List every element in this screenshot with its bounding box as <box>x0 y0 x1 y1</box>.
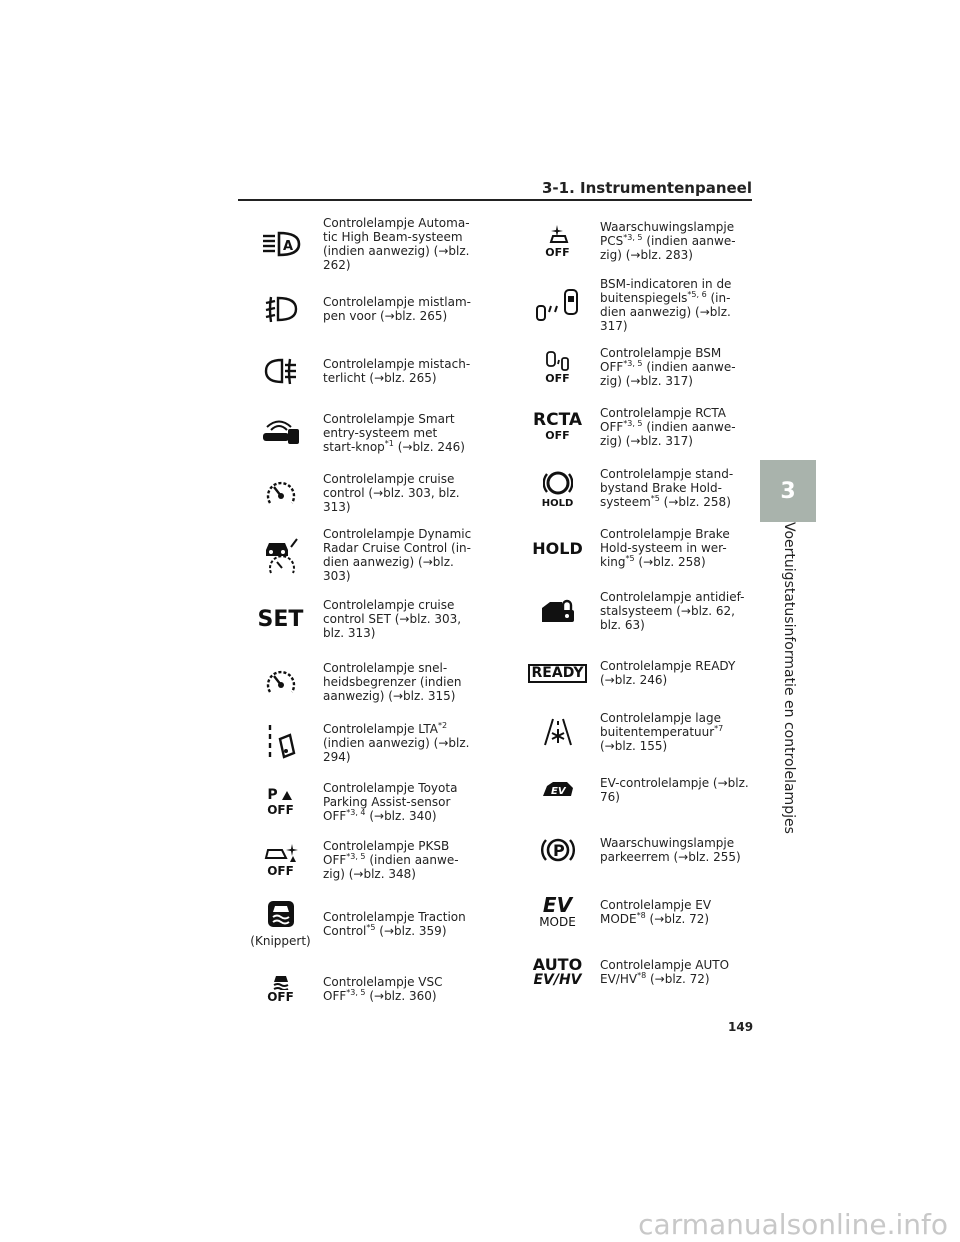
pcs-off-icon: OFF <box>515 224 600 259</box>
brake-hold-standby-icon: HOLD <box>515 468 600 509</box>
cruise-set-icon: SET <box>257 606 304 632</box>
left-column <box>238 210 473 1018</box>
item-description: Waarschuwingslampje PCS$^{*3, 5}$ (indien aanwe-zig) (→blz. 283) <box>600 220 736 262</box>
list-item <box>515 882 750 942</box>
item-description: Controlelampje antidief-stalsysteem (→blz. 62, blz. 63) <box>600 590 745 632</box>
list-item <box>238 522 473 588</box>
list-item <box>238 888 473 960</box>
list-item <box>515 272 750 338</box>
list-item <box>238 650 473 714</box>
list-item <box>238 340 473 402</box>
item-description: BSM-indicatoren in de buitenspiegels$^{*5, 6}$ (in-dien aanwezig) (→blz. 317) <box>600 277 732 333</box>
bsm-off-icon: OFF <box>515 350 600 385</box>
list-item <box>238 210 473 278</box>
svg-text:A: A <box>282 239 293 254</box>
dynamic-radar-cruise-icon <box>238 535 323 575</box>
item-description: Controlelampje stand-bystand Brake Hold-systeem$^{*5}$ (→blz. 258) <box>600 467 734 509</box>
list-item <box>238 464 473 522</box>
item-description: Controlelampje VSC OFF$^{*3, 5}$ (→blz. 360) <box>323 975 443 1003</box>
list-item <box>515 518 750 578</box>
list-item <box>515 210 750 272</box>
list-item <box>238 588 473 650</box>
low-temp-icon <box>515 717 600 747</box>
auto-ev-hv-icon: AUTO EV/HV <box>532 955 583 988</box>
list-item <box>515 818 750 882</box>
list-item <box>238 772 473 832</box>
header-divider <box>238 199 752 201</box>
item-description: Controlelampje cruise control SET (→blz. 303, blz. 313) <box>323 598 462 640</box>
rcta-off-icon: RCTA OFF <box>533 410 582 442</box>
item-description: Controlelampje Brake Hold-systeem in wer-king$^{*5}$ (→blz. 258) <box>600 527 730 569</box>
speed-limiter-icon <box>238 666 323 698</box>
traction-control-icon <box>238 900 323 948</box>
item-description: Controlelampje PKSB OFF$^{*3, 5}$ (indien aanwe-zig) (→blz. 348) <box>323 839 459 881</box>
blink-caption: (Knippert) <box>250 934 311 948</box>
item-description: Controlelampje EV MODE$^{*8}$ (→blz. 72) <box>600 898 712 926</box>
section-title: 3-1. Instrumentenpaneel <box>542 179 752 197</box>
brake-hold-active-icon: HOLD <box>532 538 583 558</box>
ev-indicator-icon <box>515 780 600 800</box>
right-column <box>515 210 750 1002</box>
list-item <box>238 402 473 464</box>
item-description: Controlelampje Automa-tic High Beam-systeem (indien aanwezig) (→blz. 262) <box>323 216 470 272</box>
list-item <box>238 960 473 1018</box>
chapter-tab: 3 <box>760 460 816 522</box>
list-item <box>515 458 750 518</box>
item-description: Controlelampje BSM OFF$^{*3, 5}$ (indien aanwe-zig) (→blz. 317) <box>600 346 736 388</box>
auto-high-beam-icon <box>238 229 323 259</box>
item-description: Controlelampje Toyota Parking Assist-sensor OFF$^{*3, 4}$ (→blz. 340) <box>323 781 458 823</box>
item-description: Controlelampje snel-heidsbegrenzer (indien aanwezig) (→blz. 315) <box>323 661 462 703</box>
watermark: carmanualsonline.info <box>638 1208 948 1241</box>
ready-icon: READY <box>515 664 600 683</box>
item-description: Controlelampje Smart entry-systeem met start-knop$^{*1}$ (→blz. 246) <box>323 412 465 454</box>
item-description: Controlelampje READY (→blz. 246) <box>600 659 736 687</box>
smart-entry-icon <box>238 419 323 447</box>
list-item <box>515 578 750 644</box>
item-description: Controlelampje cruise control (→blz. 303, blz. 313) <box>323 472 460 514</box>
item-description: Waarschuwingslampje parkeerrem (→blz. 255) <box>600 836 741 864</box>
front-fog-icon <box>238 294 323 324</box>
page-number: 149 <box>728 1020 754 1034</box>
list-item <box>515 702 750 762</box>
lta-icon <box>238 723 323 763</box>
item-description: Controlelampje LTA$^{*2}$ (indien aanwezig) (→blz. 294) <box>323 721 470 764</box>
ev-mode-icon: EV MODE <box>539 893 576 929</box>
list-item <box>238 714 473 772</box>
bsm-mirror-icon <box>515 288 600 322</box>
list-item <box>515 762 750 818</box>
parking-assist-off-icon: P OFF <box>267 787 294 817</box>
svg-text:EV: EV <box>550 786 566 797</box>
item-description: Controlelampje Dynamic Radar Cruise Control (in-dien aanwezig) (→blz. 303) <box>323 527 472 583</box>
list-item <box>515 338 750 396</box>
list-item <box>238 832 473 888</box>
item-description: EV-controlelampje (→blz. 76) <box>600 776 749 804</box>
list-item <box>515 396 750 458</box>
item-description: Controlelampje Traction Control$^{*5}$ (→blz. 359) <box>323 910 466 938</box>
list-item <box>515 942 750 1002</box>
item-description: Controlelampje RCTA OFF$^{*3, 5}$ (indien aanwe-zig) (→blz. 317) <box>600 406 736 448</box>
parking-brake-icon <box>515 835 600 865</box>
list-item <box>238 278 473 340</box>
rear-fog-icon <box>238 356 323 386</box>
vsc-off-icon: OFF <box>238 974 323 1004</box>
item-description: Controlelampje mistach-terlicht (→blz. 265) <box>323 357 471 385</box>
item-description: Controlelampje lage buitentemperatuur$^{*7}$ (→blz. 155) <box>600 711 724 753</box>
item-description: Controlelampje AUTO EV/HV$^{*8}$ (→blz. 72) <box>600 958 730 986</box>
svg-text:P: P <box>552 841 565 860</box>
list-item <box>515 644 750 702</box>
cruise-control-icon <box>238 477 323 509</box>
anti-theft-icon <box>515 598 600 624</box>
item-description: Controlelampje mistlam-pen voor (→blz. 265) <box>323 295 471 323</box>
pksb-off-icon: OFF <box>238 842 323 878</box>
